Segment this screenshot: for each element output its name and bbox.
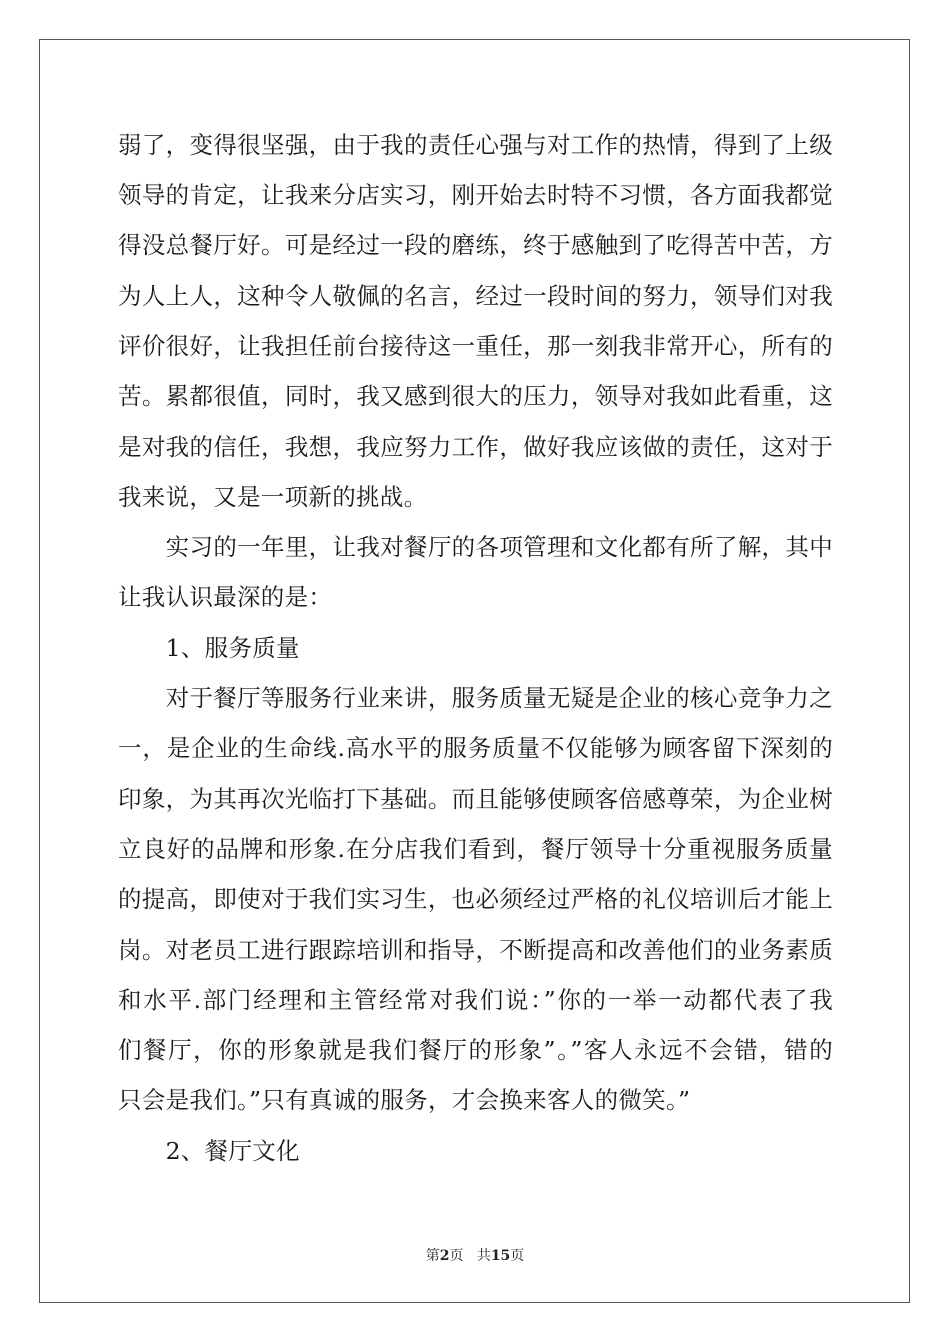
text-line: 苦。累都很值，同时，我又感到很大的压力，领导对我如此看重，这 <box>118 382 833 410</box>
text-line: 一，是企业的生命线.高水平的服务质量不仅能够为顾客留下深刻的 <box>118 734 833 762</box>
paragraph-first-line: 对于餐厅等服务行业来讲，服务质量无疑是企业的核心竞争力之 <box>118 684 833 712</box>
text-line: 立良好的品牌和形象.在分店我们看到，餐厅领导十分重视服务质量 <box>118 835 833 863</box>
text-line: 得没总餐厅好。可是经过一段的磨练，终于感触到了吃得苦中苦，方 <box>118 231 833 259</box>
section-heading: 1、服务质量 <box>118 634 300 662</box>
footer-page-unit: 页 <box>449 1248 464 1264</box>
text-line: 们餐厅，你的形象就是我们餐厅的形象”。”客人永远不会错，错的 <box>118 1036 833 1064</box>
text-line: 评价很好，让我担任前台接待这一重任，那一刻我非常开心，所有的 <box>118 332 833 360</box>
text-line: 的提高，即使对于我们实习生，也必须经过严格的礼仪培训后才能上 <box>118 885 833 913</box>
text-line: 印象，为其再次光临打下基础。而且能够使顾客倍感尊荣，为企业树 <box>118 785 833 813</box>
footer-prefix: 第 <box>425 1248 440 1264</box>
current-page-number: 2 <box>439 1248 450 1264</box>
text-line: 岗。对老员工进行跟踪培训和指导，不断提高和改善他们的业务素质 <box>118 936 833 964</box>
footer-total-prefix: 共 <box>476 1248 491 1264</box>
total-pages-number: 15 <box>490 1248 511 1264</box>
text-line: 为人上人，这种令人敬佩的名言，经过一段时间的努力，领导们对我 <box>118 282 833 310</box>
text-line: 只会是我们。”只有真诚的服务，才会换来客人的微笑。” <box>118 1086 691 1114</box>
text-line: 领导的肯定，让我来分店实习，刚开始去时特不习惯，各方面我都觉 <box>118 181 833 209</box>
page-footer <box>0 1246 950 1266</box>
paragraph-first-line: 实习的一年里，让我对餐厅的各项管理和文化都有所了解，其中 <box>118 533 833 561</box>
text-line: 我来说，又是一项新的挑战。 <box>118 483 428 511</box>
footer-total-unit: 页 <box>510 1248 525 1264</box>
text-line: 让我认识最深的是： <box>118 583 333 611</box>
text-line: 和水平.部门经理和主管经常对我们说：”你的一举一动都代表了我 <box>118 986 833 1014</box>
text-line: 是对我的信任，我想，我应努力工作，做好我应该做的责任，这对于 <box>118 433 833 461</box>
section-heading: 2、餐厅文化 <box>118 1137 300 1165</box>
text-line: 弱了，变得很坚强，由于我的责任心强与对工作的热情，得到了上级 <box>118 131 833 159</box>
